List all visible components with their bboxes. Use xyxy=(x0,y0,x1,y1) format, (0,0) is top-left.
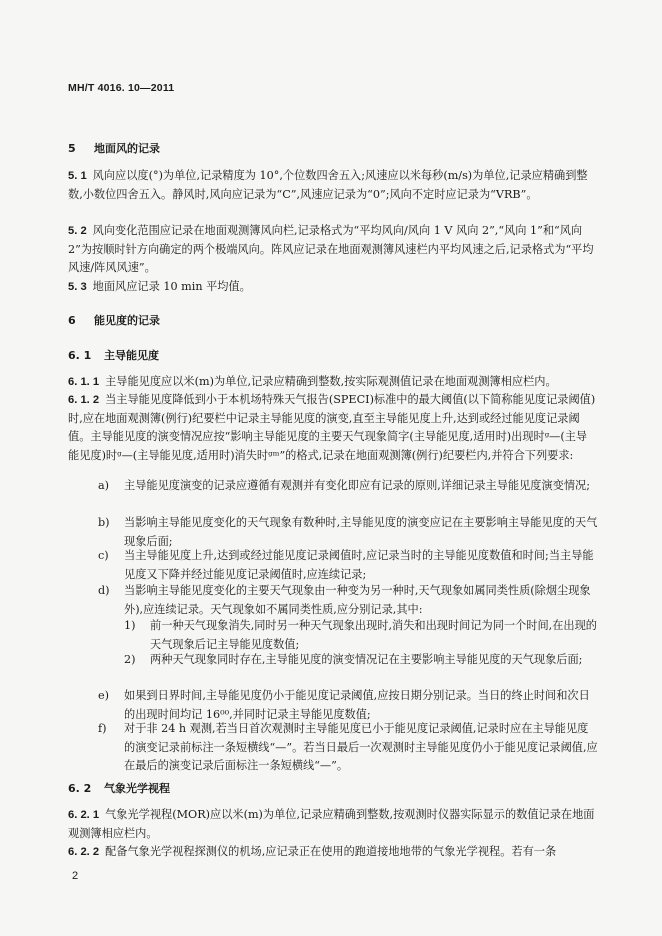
clause-number: 6. 1. 2 xyxy=(68,394,100,406)
sub-text: 前一种天气现象消失,同时另一种天气现象出现时,消失和出现时间记为同一个时间,在出现的天气现象后记主导能见度数值; xyxy=(150,619,597,651)
list-text: 如果到日界时间,主导能见度仍小于能见度记录阈值,应按日期分别记录。当日的终止时间和次日的出现时间均记 16⁰⁰,并同时记录主导能见度数值; xyxy=(124,689,590,721)
list-marker: e) xyxy=(98,689,109,702)
list-item-d xyxy=(98,582,598,619)
section-title: 主导能见度 xyxy=(104,349,159,362)
page-number: 2 xyxy=(72,870,79,882)
clause-text: 气象光学视程(MOR)应以米(m)为单位,记录应精确到整数,按观测时仪器实际显示的数值记录在地面观测簿相应栏内。 xyxy=(68,808,595,840)
sub-text: 两种天气现象同时存在,主导能见度的演变情况记在主要影响主导能见度的天气现象后面; xyxy=(150,653,583,666)
section-heading-5 xyxy=(68,140,598,159)
list-item-a xyxy=(98,477,598,496)
list-item-e xyxy=(98,687,598,724)
clause-6-2-2 xyxy=(68,843,598,862)
subsection-heading-6-1 xyxy=(68,347,598,366)
clause-text: 主导能见度应以米(m)为单位,记录应精确到整数,按实际观测值记录在地面观测簿相应栏内。 xyxy=(105,375,557,388)
clause-number: 5. 3 xyxy=(68,281,87,293)
list-item-b xyxy=(98,514,598,551)
list-text: 对于非 24 h 观测,若当日首次观测时主导能见度已小于能见度记录阈值,记录时应在主导能见度的演变记录前标注一条短横线“—”。若当日最后一次观测时主导能见度仍小于能见度记录阈值,应在最后的演变记录后面标注一条短横线“—”。 xyxy=(124,722,598,773)
clause-number: 6. 2. 2 xyxy=(68,846,100,858)
list-item-c xyxy=(98,547,598,584)
subsection-heading-6-2 xyxy=(68,780,598,799)
clause-5-2 xyxy=(68,222,598,278)
clause-text: 地面风应记录 10 min 平均值。 xyxy=(92,280,251,293)
clause-6-2-1 xyxy=(68,806,598,843)
clause-text: 风向变化范围应记录在地面观测簿风向栏,记录格式为“平均风向/风向 1 V 风向 2”,“风向 1”和“风向 2”为按顺时针方向确定的两个极端风向。阵风应记录在地面观测簿风速栏内平均风速之后,记录格式为“平均风速/阵风风速”。 xyxy=(68,224,594,275)
list-marker: b) xyxy=(98,516,110,529)
list-marker: c) xyxy=(98,549,109,562)
clause-text: 配备气象光学视程探测仪的机场,应记录正在使用的跑道接地地带的气象光学视程。若有一条 xyxy=(105,845,557,858)
list-item-f xyxy=(98,720,598,776)
sub-marker: 2) xyxy=(124,653,136,666)
section-number: 5 xyxy=(68,142,76,155)
clause-number: 6. 1. 1 xyxy=(68,376,100,388)
list-text: 当影响主导能见度变化的天气现象有数种时,主导能见度的演变应记在主要影响主导能见度的天气现象后面; xyxy=(124,516,598,548)
clause-6-1-1 xyxy=(68,373,598,392)
clause-6-1-2 xyxy=(68,391,598,465)
section-number: 6. 1 xyxy=(68,349,92,362)
clause-number: 5. 2 xyxy=(68,225,87,237)
clause-text: 风向应以度(°)为单位,记录精度为 10°,个位数四舍五入;风速应以米每秒(m/s)为单位,记录应精确到整数,小数位四舍五入。静风时,风向应记录为“C”,风速应记录为“0”;风向不定时应记录为“VRB”。 xyxy=(68,169,588,201)
clause-number: 5. 1 xyxy=(68,170,87,182)
sub-item-2 xyxy=(124,651,598,670)
sub-marker: 1) xyxy=(124,619,136,632)
sub-item-1 xyxy=(124,617,598,654)
clause-5-1 xyxy=(68,167,598,204)
section-number: 6. 2 xyxy=(68,782,92,795)
section-title: 气象光学视程 xyxy=(104,782,170,795)
list-marker: a) xyxy=(98,479,110,492)
list-marker: d) xyxy=(98,584,110,597)
section-title: 地面风的记录 xyxy=(94,142,160,155)
list-text: 当影响主导能见度变化的主要天气现象由一种变为另一种时,天气现象如属同类性质(除烟尘现象外),应连续记录。天气现象如不属同类性质,应分别记录,其中: xyxy=(124,584,591,616)
clause-5-3 xyxy=(68,278,598,297)
clause-number: 6. 2. 1 xyxy=(68,809,100,821)
section-number: 6 xyxy=(68,314,76,327)
clause-text: 当主导能见度降低到小于本机场特殊天气报告(SPECI)标准中的最大阈值(以下简称能见度记录阈值)时,应在地面观测簿(例行)纪要栏中记录主导能见度的演变,直至主导能见度上升,达到或经过能见度记录阈值。主导能见度的演变情况应按“影响主导能见度的主要天气现象简字(主导能见度,适用时)出现时ᵍ—(主导能见度)时ᵍ—(主导能见度,适用时)消失时ᵍᵐ”的格式,记录在地面观测簿(例行)纪要栏内,并符合下列要求: xyxy=(68,393,596,462)
list-text: 当主导能见度上升,达到或经过能见度记录阈值时,应记录当时的主导能见度数值和时间;当主导能见度又下降并经过能见度记录阈值时,应连续记录; xyxy=(124,549,594,581)
list-marker: f) xyxy=(98,722,107,735)
standard-code: MH/T 4016. 10—2011 xyxy=(68,82,175,94)
section-title: 能见度的记录 xyxy=(94,314,160,327)
section-heading-6 xyxy=(68,312,598,331)
list-text: 主导能见度演变的记录应遵循有观测并有变化即应有记录的原则,详细记录主导能见度演变情况; xyxy=(124,479,591,492)
